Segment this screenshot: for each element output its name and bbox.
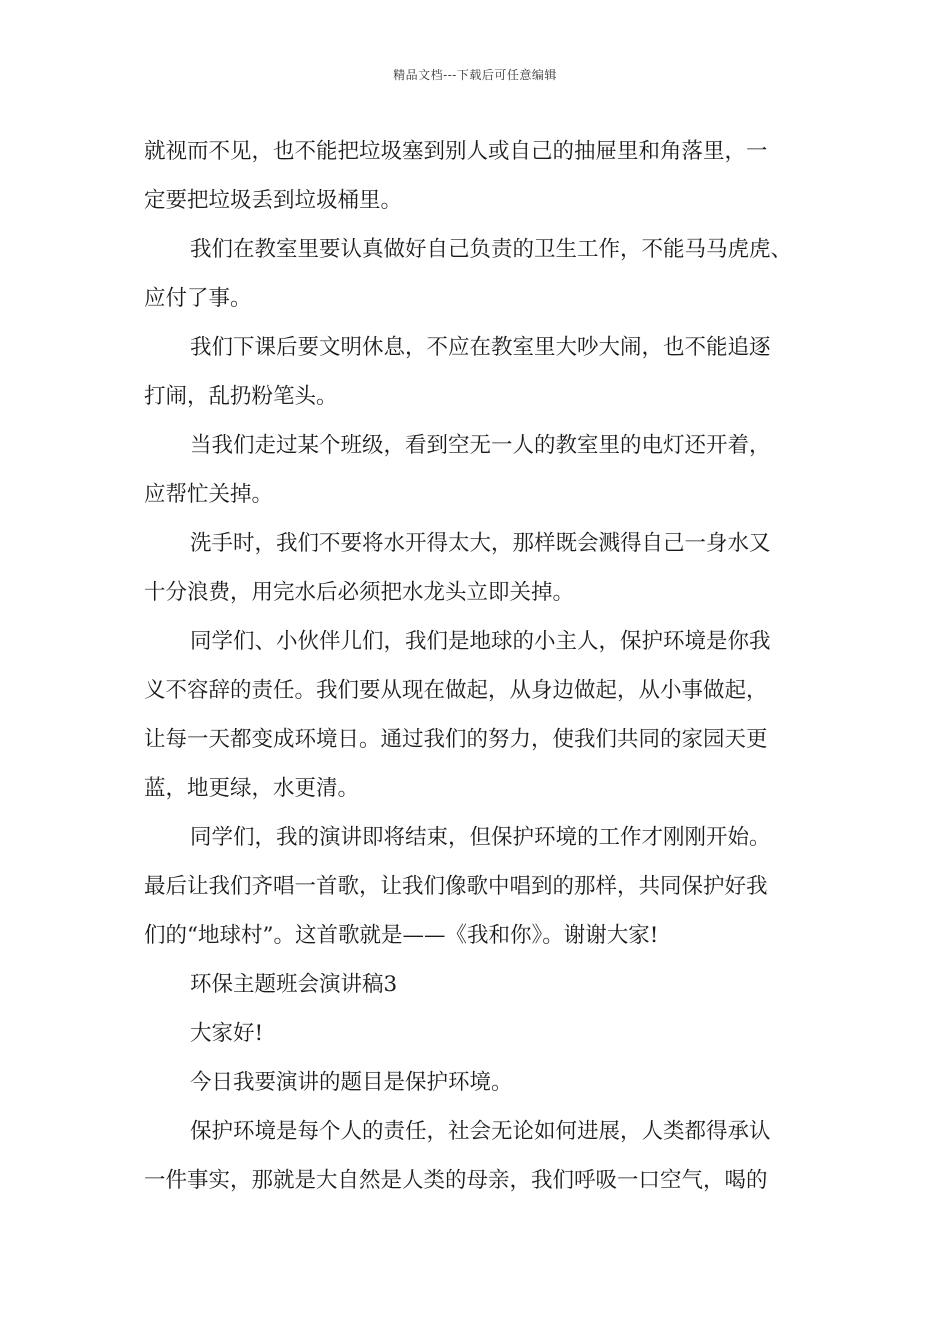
text-line: 一件事实，那就是大自然是人类的母亲，我们呼吸一口空气，喝的	[144, 1168, 768, 1193]
section-title: 环保主题班会演讲稿3	[190, 972, 398, 997]
paragraph-start-line: 同学们，我的演讲即将结束，但保护环境的工作才刚刚开始。	[190, 825, 771, 850]
text-line: 十分浪费，用完水后必须把水龙头立即关掉。	[144, 580, 575, 605]
text-line: 蓝，地更绿，水更清。	[144, 776, 360, 801]
paragraph-start-line: 保护环境是每个人的责任，社会无论如何进展，人类都得承认	[190, 1119, 771, 1144]
text-line: 就视而不见，也不能把垃圾塞到别人或自己的抽屉里和角落里，一	[144, 139, 768, 164]
text-line: 最后让我们齐唱一首歌，让我们像歌中唱到的那样，共同保护好我	[144, 874, 768, 899]
text-line: 义不容辞的责任。我们要从现在做起，从身边做起，从小事做起，	[144, 678, 768, 703]
page-header: 精品文档---下载后可任意编辑	[393, 68, 557, 82]
paragraph-start-line: 我们下课后要文明休息，不应在教室里大吵大闹，也不能追逐	[190, 335, 771, 360]
document-body	[144, 127, 814, 1205]
text-line: 定要把垃圾丢到垃圾桶里。	[144, 188, 403, 213]
text-line: 们的“地球村”。这首歌就是——《我和你》。谢谢大家!	[144, 923, 659, 948]
text-line: 打闹，乱扔粉笔头。	[144, 384, 338, 409]
paragraph-start-line: 我们在教室里要认真做好自己负责的卫生工作，不能马马虎虎、	[190, 237, 793, 262]
greeting-line: 大家好!	[190, 1021, 264, 1046]
text-line: 让每一天都变成环境日。通过我们的努力，使我们共同的家园天更	[144, 727, 768, 752]
text-line: 应付了事。	[144, 286, 252, 311]
text-line: 应帮忙关掉。	[144, 482, 274, 507]
paragraph-start-line: 当我们走过某个班级，看到空无一人的教室里的电灯还开着，	[190, 433, 771, 458]
paragraph-start-line: 同学们、小伙伴儿们，我们是地球的小主人，保护环境是你我	[190, 629, 771, 654]
paragraph-start-line: 今日我要演讲的题目是保护环境。	[190, 1070, 513, 1095]
paragraph-start-line: 洗手时，我们不要将水开得太大，那样既会溅得自己一身水又	[190, 531, 771, 556]
